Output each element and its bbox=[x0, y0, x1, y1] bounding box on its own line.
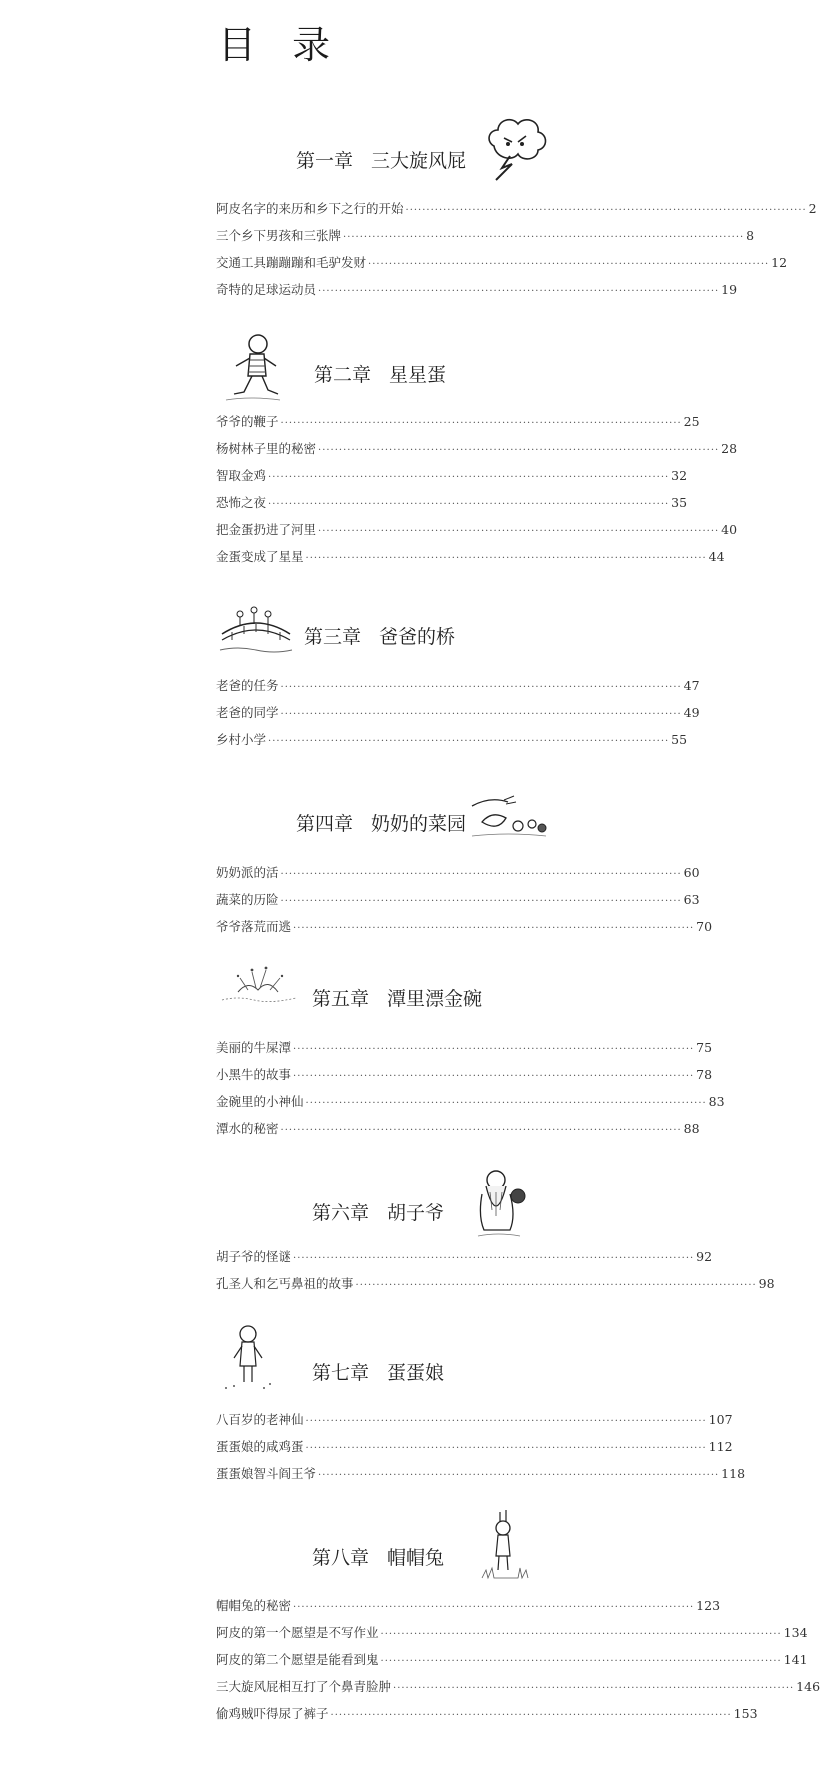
chapter-heading bbox=[312, 1543, 444, 1570]
toc-entry[interactable]: 蔬菜的历险 ································································································ 63 bbox=[216, 892, 700, 907]
toc-entry[interactable]: 三大旋风屁相互打了个鼻青脸肿 ································································································ 146 bbox=[216, 1679, 820, 1694]
toc-entry[interactable]: 金碗里的小神仙 ································································································ 83 bbox=[216, 1094, 725, 1109]
chapter-title: 奶奶的菜园 bbox=[371, 813, 467, 835]
toc-entry[interactable]: 把金蛋扔进了河里 ································································································ 40 bbox=[216, 522, 738, 537]
toc-entry[interactable]: 美丽的牛屎潭 ································································································ 75 bbox=[216, 1040, 713, 1055]
toc-entry[interactable]: 孔圣人和乞丐鼻祖的故事 ································································································ 98 bbox=[216, 1276, 775, 1291]
chapter-title: 三大旋风屁 bbox=[371, 150, 467, 172]
chapter-number: 第七章 bbox=[312, 1362, 370, 1384]
chapter-heading bbox=[312, 984, 482, 1011]
running-boy-icon bbox=[220, 330, 292, 404]
toc-entry[interactable]: 三个乡下男孩和三张牌 ································································································ 8 bbox=[216, 228, 755, 243]
tornado-cloud-icon bbox=[482, 112, 552, 182]
toc-entry[interactable]: 奇特的足球运动员 ································································································ 19 bbox=[216, 282, 738, 297]
chapter-title: 帽帽兔 bbox=[387, 1547, 445, 1569]
toc-entry[interactable]: 小黑牛的故事 ································································································ 78 bbox=[216, 1067, 713, 1082]
toc-entry[interactable]: 八百岁的老神仙 ································································································ 107 bbox=[216, 1412, 733, 1427]
chapter-number: 第三章 bbox=[304, 626, 362, 648]
chapter-heading bbox=[312, 1198, 444, 1225]
toc-entry[interactable]: 胡子爷的怪谜 ································································································ 92 bbox=[216, 1249, 713, 1264]
splash-icon bbox=[218, 962, 300, 1012]
hat-rabbit-icon bbox=[478, 1508, 534, 1584]
chapter-heading bbox=[296, 809, 466, 836]
chapter-title: 星星蛋 bbox=[389, 364, 447, 386]
chapter-number: 第六章 bbox=[312, 1202, 370, 1224]
chapter-title: 潭里漂金碗 bbox=[387, 988, 483, 1010]
toc-entry[interactable]: 老爸的任务 ································································································ 47 bbox=[216, 678, 700, 693]
chapter-title: 胡子爷 bbox=[387, 1202, 445, 1224]
toc-entry[interactable]: 老爸的同学 ································································································ 49 bbox=[216, 705, 700, 720]
toc-entry[interactable]: 蛋蛋娘的咸鸡蛋 ································································································ 112 bbox=[216, 1439, 733, 1454]
chapter-number: 第二章 bbox=[314, 364, 372, 386]
toc-entry[interactable]: 交通工具蹦蹦蹦和毛驴发财 ································································································ 12 bbox=[216, 255, 788, 270]
toc-entry[interactable]: 阿皮名字的来历和乡下之行的开始 ································································································ 2 bbox=[216, 201, 817, 216]
chapter-heading bbox=[304, 622, 455, 649]
toc-entry[interactable]: 恐怖之夜 ································································································ 35 bbox=[216, 495, 688, 510]
chapter-number: 第四章 bbox=[296, 813, 354, 835]
chapter-title: 蛋蛋娘 bbox=[387, 1362, 445, 1384]
toc-entry[interactable]: 金蛋变成了星星 ································································································ 44 bbox=[216, 549, 725, 564]
chapter-heading bbox=[314, 360, 446, 387]
chapter-number: 第五章 bbox=[312, 988, 370, 1010]
toc-entry[interactable]: 蛋蛋娘智斗阎王爷 ································································································ 118 bbox=[216, 1466, 746, 1481]
toc-entry[interactable]: 偷鸡贼吓得尿了裤子 ································································································ 153 bbox=[216, 1706, 758, 1721]
chapter-heading bbox=[296, 146, 466, 173]
toc-entry[interactable]: 杨树林子里的秘密 ································································································ 28 bbox=[216, 441, 738, 456]
toc-entry[interactable]: 爷爷的鞭子 ································································································ 25 bbox=[216, 414, 700, 429]
chapter-title: 爸爸的桥 bbox=[379, 626, 456, 648]
bridge-icon bbox=[218, 602, 294, 658]
chapter-number: 第一章 bbox=[296, 150, 354, 172]
vegetables-icon bbox=[468, 792, 550, 842]
toc-entry[interactable]: 阿皮的第一个愿望是不写作业 ································································································ 134 bbox=[216, 1625, 808, 1640]
bearded-grandpa-icon bbox=[470, 1166, 530, 1240]
toc-entry[interactable]: 潭水的秘密 ································································································ 88 bbox=[216, 1121, 700, 1136]
toc-entry[interactable]: 帽帽兔的秘密 ································································································ 123 bbox=[216, 1598, 721, 1613]
toc-entry[interactable]: 奶奶派的活 ································································································ 60 bbox=[216, 865, 700, 880]
toc-entry[interactable]: 智取金鸡 ································································································ 32 bbox=[216, 468, 688, 483]
chapter-heading bbox=[312, 1358, 444, 1385]
little-boy-icon bbox=[218, 1322, 278, 1394]
toc-entry[interactable]: 乡村小学 ································································································ 55 bbox=[216, 732, 688, 747]
toc-entry[interactable]: 阿皮的第二个愿望是能看到鬼 ································································································ 141 bbox=[216, 1652, 808, 1667]
toc-entry[interactable]: 爷爷落荒而逃 ································································································ 70 bbox=[216, 919, 713, 934]
chapter-number: 第八章 bbox=[312, 1547, 370, 1569]
page-title: 目 录 bbox=[218, 23, 343, 67]
